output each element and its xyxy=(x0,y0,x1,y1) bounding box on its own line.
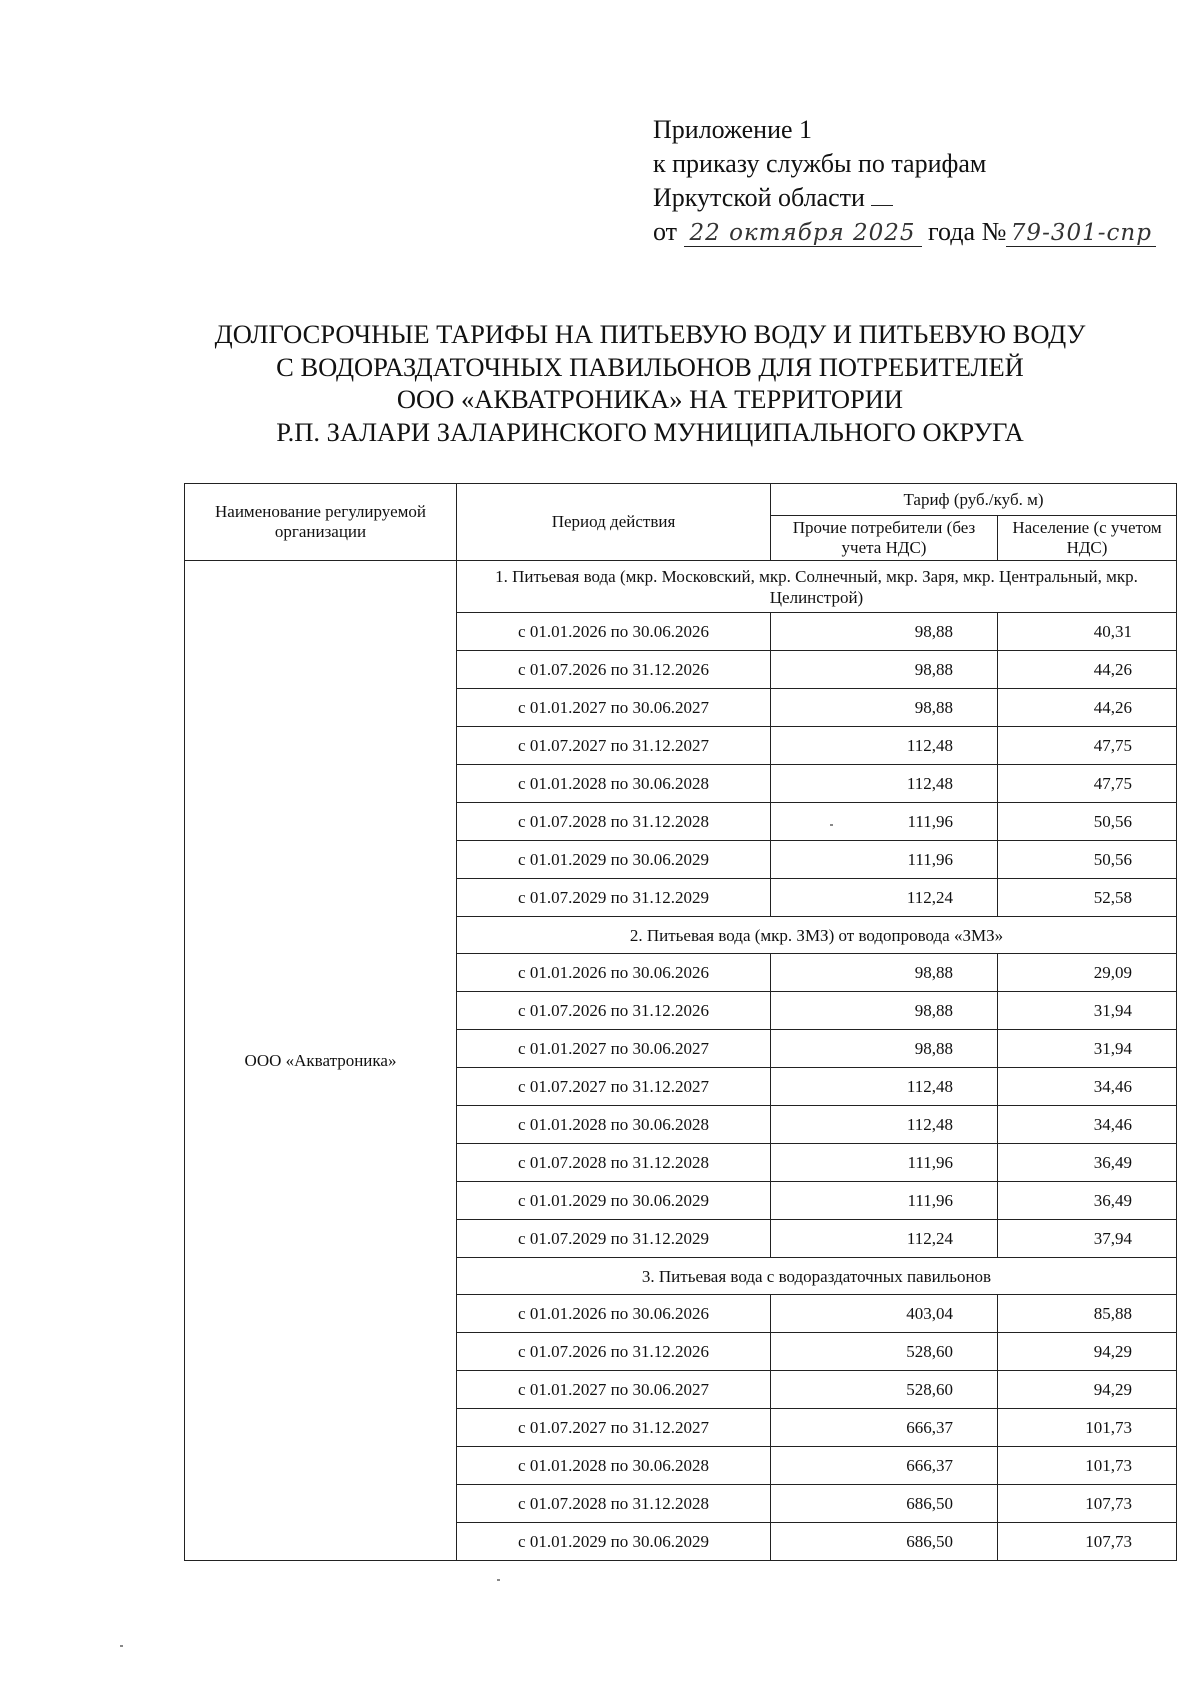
period-cell: с 01.01.2028 по 30.06.2028 xyxy=(457,1447,771,1485)
handwritten-date: 22 октября 2025 xyxy=(684,220,922,247)
period-cell: с 01.01.2026 по 30.06.2026 xyxy=(457,954,771,992)
others-tariff-cell: 98,88 xyxy=(771,1030,998,1068)
section-title: 2. Питьевая вода (мкр. ЗМЗ) от водопровода «ЗМЗ» xyxy=(457,917,1177,954)
title-line-1: ДОЛГОСРОЧНЫЕ ТАРИФЫ НА ПИТЬЕВУЮ ВОДУ И ПИТЬЕВУЮ ВОДУ xyxy=(214,319,1086,349)
population-tariff-cell: 47,75 xyxy=(998,727,1177,765)
header-tariff: Тариф (руб./куб. м) xyxy=(771,484,1177,516)
header-org: Наименование регулируемой организации xyxy=(185,484,457,561)
others-tariff-cell: 98,88 xyxy=(771,613,998,651)
tariff-table-body xyxy=(185,484,1177,1561)
others-tariff-cell: 111,96 xyxy=(771,1144,998,1182)
period-cell: с 01.01.2029 по 30.06.2029 xyxy=(457,1182,771,1220)
population-tariff-cell: 36,49 xyxy=(998,1182,1177,1220)
others-tariff-cell: 112,24 xyxy=(771,879,998,917)
others-tariff-cell: 686,50 xyxy=(771,1485,998,1523)
scan-speck xyxy=(830,824,833,826)
annex-line-1: Приложение 1 xyxy=(653,115,813,144)
population-tariff-cell: 94,29 xyxy=(998,1333,1177,1371)
period-cell: с 01.07.2028 по 31.12.2028 xyxy=(457,803,771,841)
others-tariff-cell: 98,88 xyxy=(771,651,998,689)
others-tariff-cell: 112,48 xyxy=(771,1106,998,1144)
population-tariff-cell: 101,73 xyxy=(998,1447,1177,1485)
header-others: Прочие потребители (без учета НДС) xyxy=(771,516,998,561)
period-cell: с 01.01.2029 по 30.06.2029 xyxy=(457,841,771,879)
population-tariff-cell: 50,56 xyxy=(998,803,1177,841)
others-tariff-cell: 666,37 xyxy=(771,1409,998,1447)
header-population: Население (с учетом НДС) xyxy=(998,516,1177,561)
annex-line-2: к приказу службы по тарифам xyxy=(653,149,987,178)
others-tariff-cell: 112,48 xyxy=(771,1068,998,1106)
period-cell: с 01.01.2026 по 30.06.2026 xyxy=(457,1295,771,1333)
annex-block xyxy=(653,113,1156,249)
date-prefix: от xyxy=(653,217,678,246)
others-tariff-cell: 98,88 xyxy=(771,689,998,727)
population-tariff-cell: 36,49 xyxy=(998,1144,1177,1182)
period-cell: с 01.01.2026 по 30.06.2026 xyxy=(457,613,771,651)
period-cell: с 01.01.2028 по 30.06.2028 xyxy=(457,1106,771,1144)
period-cell: с 01.07.2029 по 31.12.2029 xyxy=(457,879,771,917)
scan-speck xyxy=(497,1579,500,1581)
population-tariff-cell: 52,58 xyxy=(998,879,1177,917)
others-tariff-cell: 98,88 xyxy=(771,992,998,1030)
population-tariff-cell: 29,09 xyxy=(998,954,1177,992)
period-cell: с 01.01.2029 по 30.06.2029 xyxy=(457,1523,771,1561)
period-cell: с 01.01.2027 по 30.06.2027 xyxy=(457,1030,771,1068)
population-tariff-cell: 34,46 xyxy=(998,1106,1177,1144)
population-tariff-cell: 107,73 xyxy=(998,1523,1177,1561)
population-tariff-cell: 107,73 xyxy=(998,1485,1177,1523)
year-word: года № xyxy=(928,217,1007,246)
population-tariff-cell: 40,31 xyxy=(998,613,1177,651)
population-tariff-cell: 44,26 xyxy=(998,689,1177,727)
period-cell: с 01.07.2026 по 31.12.2026 xyxy=(457,1333,771,1371)
header-row-1 xyxy=(185,484,1177,516)
population-tariff-cell: 31,94 xyxy=(998,1030,1177,1068)
section-title: 3. Питьевая вода с водораздаточных павильонов xyxy=(457,1258,1177,1295)
population-tariff-cell: 94,29 xyxy=(998,1371,1177,1409)
others-tariff-cell: 112,48 xyxy=(771,727,998,765)
annex-line-3 xyxy=(653,181,1156,215)
period-cell: с 01.07.2026 по 31.12.2026 xyxy=(457,992,771,1030)
others-tariff-cell: 666,37 xyxy=(771,1447,998,1485)
others-tariff-cell: 112,48 xyxy=(771,765,998,803)
period-cell: с 01.07.2028 по 31.12.2028 xyxy=(457,1144,771,1182)
tariff-table xyxy=(184,483,1177,1561)
section-row xyxy=(185,561,1177,613)
others-tariff-cell: 111,96 xyxy=(771,803,998,841)
others-tariff-cell: 111,96 xyxy=(771,1182,998,1220)
population-tariff-cell: 101,73 xyxy=(998,1409,1177,1447)
others-tariff-cell: 528,60 xyxy=(771,1333,998,1371)
population-tariff-cell: 31,94 xyxy=(998,992,1177,1030)
title-line-4: Р.П. ЗАЛАРИ ЗАЛАРИНСКОГО МУНИЦИПАЛЬНОГО ОКРУГА xyxy=(276,416,1024,447)
title-line-3: ООО «АКВАТРОНИКА» НА ТЕРРИТОРИИ xyxy=(396,384,904,414)
period-cell: с 01.01.2027 по 30.06.2027 xyxy=(457,1371,771,1409)
handwritten-order-number: 79-301-спр xyxy=(1006,220,1156,247)
organization-cell: ООО «Акватроника» xyxy=(185,561,457,1561)
annex-line-3-text: Иркутской области xyxy=(653,183,865,212)
period-cell: с 01.07.2027 по 31.12.2027 xyxy=(457,1068,771,1106)
period-cell: с 01.07.2027 по 31.12.2027 xyxy=(457,1409,771,1447)
others-tariff-cell: 528,60 xyxy=(771,1371,998,1409)
document-title xyxy=(150,318,1150,448)
others-tariff-cell: 98,88 xyxy=(771,954,998,992)
header-period: Период действия xyxy=(457,484,771,561)
population-tariff-cell: 85,88 xyxy=(998,1295,1177,1333)
others-tariff-cell: 111,96 xyxy=(771,841,998,879)
period-cell: с 01.07.2028 по 31.12.2028 xyxy=(457,1485,771,1523)
scan-speck xyxy=(120,1645,123,1647)
period-cell: с 01.07.2026 по 31.12.2026 xyxy=(457,651,771,689)
period-cell: с 01.07.2027 по 31.12.2027 xyxy=(457,727,771,765)
period-cell: с 01.01.2027 по 30.06.2027 xyxy=(457,689,771,727)
population-tariff-cell: 37,94 xyxy=(998,1220,1177,1258)
period-cell: с 01.07.2029 по 31.12.2029 xyxy=(457,1220,771,1258)
population-tariff-cell: 34,46 xyxy=(998,1068,1177,1106)
others-tariff-cell: 686,50 xyxy=(771,1523,998,1561)
section-title: 1. Питьевая вода (мкр. Московский, мкр. Солнечный, мкр. Заря, мкр. Центральный, мкр. Целинстрой) xyxy=(457,561,1177,613)
population-tariff-cell: 47,75 xyxy=(998,765,1177,803)
others-tariff-cell: 112,24 xyxy=(771,1220,998,1258)
title-line-2: С ВОДОРАЗДАТОЧНЫХ ПАВИЛЬОНОВ ДЛЯ ПОТРЕБИТЕЛЕЙ xyxy=(276,351,1024,382)
others-tariff-cell: 403,04 xyxy=(771,1295,998,1333)
period-cell: с 01.01.2028 по 30.06.2028 xyxy=(457,765,771,803)
population-tariff-cell: 50,56 xyxy=(998,841,1177,879)
annex-date-line xyxy=(653,215,1156,249)
population-tariff-cell: 44,26 xyxy=(998,651,1177,689)
